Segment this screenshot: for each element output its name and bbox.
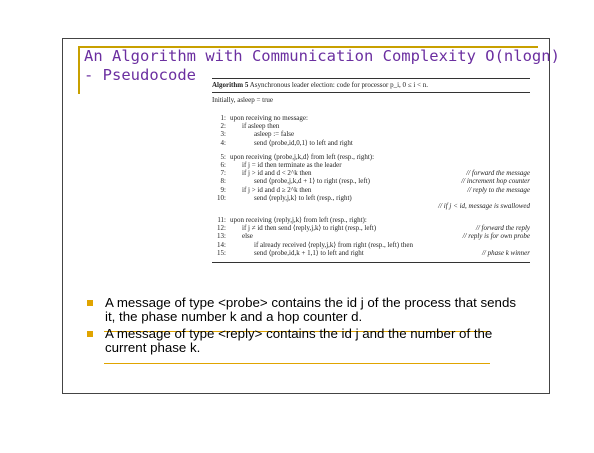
code-comment: // increment hop counter (461, 177, 530, 186)
line-number: 2: (220, 122, 226, 131)
code-comment: // reply is for own probe (462, 232, 530, 241)
code-line (212, 168, 530, 176)
code-text: if j ≠ id then send ⟨reply,j,k⟩ to right (resp., left) (242, 224, 377, 233)
line-number: 6: (220, 160, 226, 169)
bullet-underline-2 (104, 363, 490, 364)
code-line (212, 113, 530, 121)
code-line (212, 223, 530, 231)
code-line (212, 129, 530, 137)
line-number: 13: (217, 232, 226, 241)
line-number: 15: (217, 248, 226, 257)
bullet-list (85, 296, 525, 358)
bullet-item (85, 327, 525, 355)
code-text: if j > id and d ≥ 2^k then (242, 185, 312, 194)
bullet-item (85, 296, 525, 324)
code-text: send ⟨probe,j,k,d + 1⟩ to right (resp., left) (254, 177, 370, 186)
code-text: upon receiving no message: (230, 114, 308, 122)
code-text: send ⟨probe,id,0,1⟩ to left and right (254, 138, 353, 147)
line-number: 3: (220, 130, 226, 139)
code-block (212, 215, 530, 256)
code-text: asleep := false (254, 130, 295, 139)
algorithm-init: Initially, asleep = true (212, 96, 274, 104)
code-line (212, 193, 530, 201)
algorithm-caption: Asynchronous leader election: code for processor p_i, 0 ≤ i < n. (249, 81, 429, 89)
code-line (212, 185, 530, 193)
line-number: 10: (217, 193, 226, 202)
code-line (212, 152, 530, 160)
code-comment: // if j < id, message is swallowed (438, 201, 530, 210)
algorithm-header (212, 78, 530, 93)
line-number: 4: (220, 138, 226, 147)
code-line (212, 240, 530, 248)
title-line-2: - Pseudocode (84, 66, 196, 84)
code-comment: // forward the reply (475, 224, 530, 233)
code-text: send ⟨probe,id,k + 1,1⟩ to left and right (254, 248, 364, 257)
code-line (212, 201, 530, 209)
code-comment: // reply to the message (467, 185, 530, 194)
line-number: 9: (220, 185, 226, 194)
code-line (212, 231, 530, 239)
bullet-icon (87, 331, 93, 337)
line-number: 12: (217, 224, 226, 233)
title-line-1: An Algorithm with Communication Complexity O(nlogn) (84, 47, 560, 65)
algorithm-box (212, 78, 530, 263)
line-number: 1: (220, 114, 226, 122)
code-line (212, 215, 530, 223)
code-block (212, 113, 530, 146)
line-number: 8: (220, 177, 226, 186)
code-comment: // phase k winner (481, 248, 530, 257)
code-text: if already received ⟨reply,j,k⟩ from right (resp., left) then (254, 240, 413, 249)
code-text: upon receiving ⟨probe,j,k,d⟩ from left (resp., right): (230, 152, 375, 161)
code-line (212, 248, 530, 256)
line-number: 11: (217, 216, 226, 225)
bullet-text: A message of type <reply> contains the id j and the number of the current phase k. (105, 326, 493, 355)
code-block (212, 152, 530, 209)
code-text: upon receiving ⟨reply,j,k⟩ from left (resp., right): (230, 216, 367, 225)
algorithm-number: Algorithm 5 (212, 81, 249, 89)
bullet-text: A message of type <probe> contains the id j of the process that sends it, the phase number k and a hop counter d. (105, 295, 516, 324)
code-line (212, 176, 530, 184)
line-number: 5: (220, 152, 226, 161)
code-comment: // forward the message (466, 169, 530, 178)
code-line (212, 121, 530, 129)
code-text: if j > id and d < 2^k then (242, 169, 312, 178)
code-text: send ⟨reply,j,k⟩ to left (resp., right) (254, 193, 352, 202)
algorithm-code (212, 113, 530, 256)
code-text: else (242, 232, 253, 241)
code-line (212, 138, 530, 146)
code-text: if j = id then terminate as the leader (242, 160, 342, 169)
bullet-icon (87, 300, 93, 306)
code-text: if asleep then (242, 122, 280, 131)
line-number: 14: (217, 240, 226, 249)
line-number: 7: (220, 169, 226, 178)
code-line (212, 160, 530, 168)
algorithm-bottom-rule (212, 262, 530, 263)
